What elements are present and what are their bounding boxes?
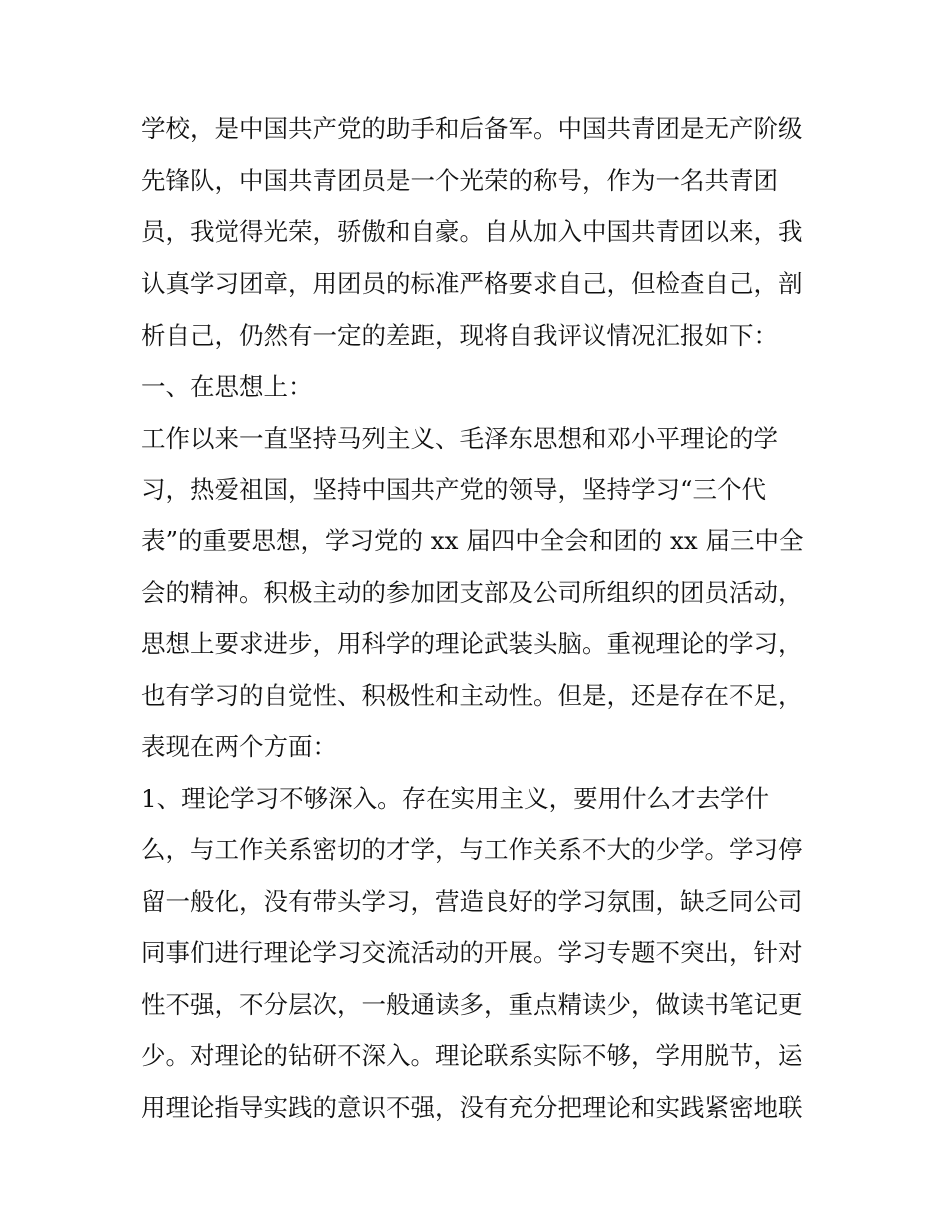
text-line: 1、理论学习不够深入。存在实用主义，要用什么才去学什	[141, 784, 770, 813]
text-line: 也有学习的自觉性、积极性和主动性。但是，还是存在不足，	[141, 681, 803, 710]
section-heading: 一、在思想上：	[141, 372, 313, 401]
text-line: 表”的重要思想，学习党的 xx 届四中全会和团的 xx 届三中全	[141, 526, 804, 555]
text-line: 表现在两个方面：	[141, 732, 337, 761]
text-line: 同事们进行理论学习交流活动的开展。学习专题不突出，针对	[141, 938, 803, 967]
text-line: 工作以来一直坚持马列主义、毛泽东思想和邓小平理论的学	[141, 424, 778, 453]
text-line: 认真学习团章，用团员的标准严格要求自己，但检查自己，剖	[141, 269, 803, 298]
text-line: 少。对理论的钻研不深入。理论联系实际不够，学用脱节，运	[141, 1041, 803, 1070]
text-line: 会的精神。积极主动的参加团支部及公司所组织的团员活动，	[141, 578, 803, 607]
text-line: 性不强，不分层次，一般通读多，重点精读少，做读书笔记更	[141, 990, 803, 1019]
text-line: 思想上要求进步，用科学的理论武装头脑。重视理论的学习，	[141, 629, 803, 658]
text-line: 习，热爱祖国，坚持中国共产党的领导，坚持学习“三个代	[141, 475, 767, 504]
text-line: 员，我觉得光荣，骄傲和自豪。自从加入中国共青团以来，我	[141, 217, 803, 246]
text-line: 学校，是中国共产党的助手和后备军。中国共青团是无产阶级	[141, 114, 803, 143]
text-line: 析自己，仍然有一定的差距，现将自我评议情况汇报如下：	[141, 321, 778, 350]
text-line: 用理论指导实践的意识不强，没有充分把理论和实践紧密地联	[141, 1093, 803, 1122]
text-line: 先锋队，中国共青团员是一个光荣的称号，作为一名共青团	[141, 166, 778, 195]
text-line: 么，与工作关系密切的才学，与工作关系不大的少学。学习停	[141, 835, 803, 864]
text-line: 留一般化，没有带头学习，营造良好的学习氛围，缺乏同公司	[141, 887, 803, 916]
